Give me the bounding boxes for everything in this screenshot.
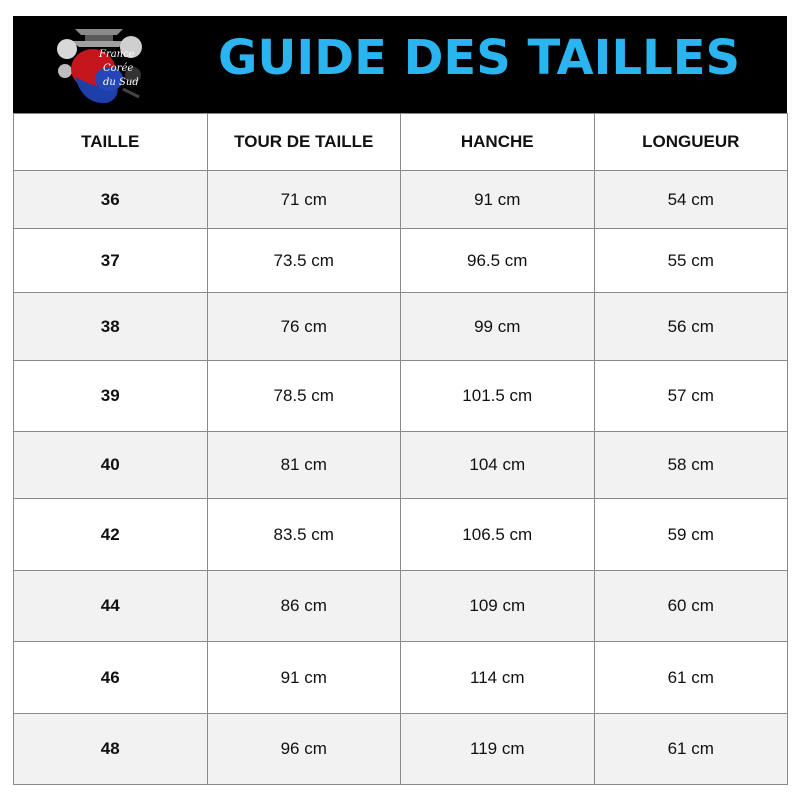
cell-length: 61 cm <box>594 714 788 785</box>
cell-length: 60 cm <box>594 571 788 642</box>
cell-waist: 81 cm <box>207 432 401 499</box>
logo-line-2: Corée <box>103 63 134 74</box>
table-row <box>14 171 788 229</box>
cell-hip: 119 cm <box>401 714 595 785</box>
page-title: GUIDE DES TAILLES <box>218 30 741 86</box>
cell-waist: 76 cm <box>207 293 401 361</box>
column-header-longueur: LONGUEUR <box>594 114 788 171</box>
cell-waist: 91 cm <box>207 642 401 714</box>
cell-length: 54 cm <box>594 171 788 229</box>
cell-size: 46 <box>14 642 208 714</box>
cell-waist: 73.5 cm <box>207 229 401 293</box>
cell-hip: 99 cm <box>401 293 595 361</box>
cell-waist: 86 cm <box>207 571 401 642</box>
cell-hip: 96.5 cm <box>401 229 595 293</box>
header-banner <box>13 16 787 113</box>
cell-size: 48 <box>14 714 208 785</box>
logo-line-3: du Sud <box>103 77 139 88</box>
cell-size: 36 <box>14 171 208 229</box>
cell-hip: 106.5 cm <box>401 499 595 571</box>
cell-hip: 101.5 cm <box>401 361 595 432</box>
column-header-taille: TAILLE <box>14 114 208 171</box>
cell-hip: 109 cm <box>401 571 595 642</box>
cell-size: 40 <box>14 432 208 499</box>
table-row <box>14 432 788 499</box>
cell-waist: 96 cm <box>207 714 401 785</box>
cell-size: 39 <box>14 361 208 432</box>
cell-length: 61 cm <box>594 642 788 714</box>
cell-waist: 71 cm <box>207 171 401 229</box>
size-guide <box>13 16 787 784</box>
cell-size: 42 <box>14 499 208 571</box>
table-row <box>14 229 788 293</box>
cell-length: 58 cm <box>594 432 788 499</box>
cell-hip: 91 cm <box>401 171 595 229</box>
cell-waist: 78.5 cm <box>207 361 401 432</box>
table-row <box>14 499 788 571</box>
cell-length: 57 cm <box>594 361 788 432</box>
brand-logo <box>53 19 145 109</box>
table-row <box>14 293 788 361</box>
table-header-row <box>14 114 788 171</box>
cell-size: 38 <box>14 293 208 361</box>
cell-hip: 104 cm <box>401 432 595 499</box>
cell-length: 59 cm <box>594 499 788 571</box>
table-row <box>14 571 788 642</box>
logo-line-1: France <box>99 49 135 60</box>
cell-length: 56 cm <box>594 293 788 361</box>
cell-size: 44 <box>14 571 208 642</box>
cell-waist: 83.5 cm <box>207 499 401 571</box>
table-row <box>14 642 788 714</box>
cell-hip: 114 cm <box>401 642 595 714</box>
cell-size: 37 <box>14 229 208 293</box>
table-row <box>14 714 788 785</box>
column-header-hanche: HANCHE <box>401 114 595 171</box>
column-header-tour-de-taille: TOUR DE TAILLE <box>207 114 401 171</box>
cell-length: 55 cm <box>594 229 788 293</box>
size-table <box>13 113 788 785</box>
table-row <box>14 361 788 432</box>
